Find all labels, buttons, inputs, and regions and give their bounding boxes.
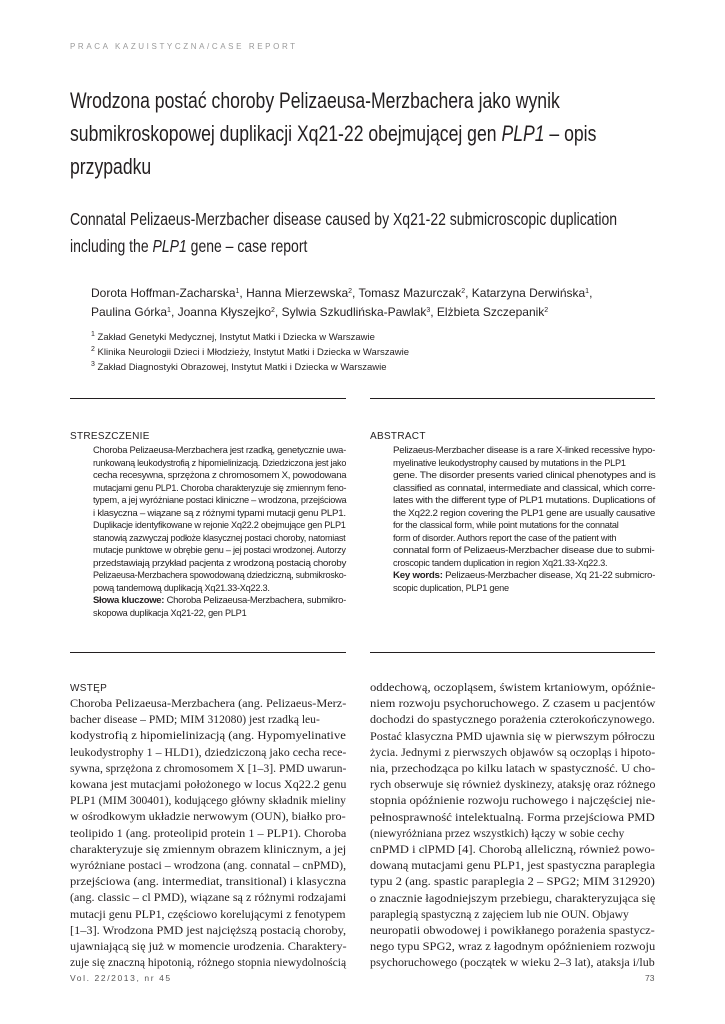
text-line: leukodystrophy 1 – HLD1), dziedziczoną jako cecha rece- [70,745,347,759]
text-line: Choroba Pelizaeusa-Merzbachera (ang. Pelizaeus-Merz- [70,697,347,710]
divider [370,652,655,653]
title-polish [70,84,670,183]
body-column-right [370,680,655,972]
title-pl-line: Wrodzona postać choroby Pelizaeusa-Merzbachera jako wynik [70,88,560,113]
text-line: Choroba Pelizaeusa-Merzbachera jest rzadką, genetycznie uwa- [93,445,346,455]
text-line: mutacji genu PLP1, częściowo korelującymi z fenotypem [70,907,346,921]
author: Paulina Górka$^1$, [91,305,178,319]
text-line: bacher disease – PMD; MIM 312080) jest rzadką leu- [70,713,320,727]
abstract-text [393,444,655,594]
text-line: (ang. classic – cl PMD), wiązane są z różnymi rodzajami [70,891,347,905]
text-line: nego typu SPG2, wraz z łagodnym opóźnieniem rozwoju [370,940,656,954]
text-line: Duplikacje identyfikowane w rejonie Xq22.2 obejmujące gen PLP1 [93,520,346,530]
divider [70,398,346,399]
text-line: oddechową, oczopląsem, świstem krtaniowym, opóźnie- [370,681,656,694]
journal-section-kicker: PRACA KAZUISTYCZNA/CASE REPORT [70,42,298,51]
text-line: typem, a jej wyróżniane postaci kliniczne – wrodzona, przejściowa [93,495,347,505]
text-line: runkowaną leukodystrofią z hipomielinizacją. Dziedziczona jest jako [93,457,347,468]
text-line: teolipido 1 (ang. proteolipid protein 1 – PLP1). Choroba [70,826,347,840]
text-line: Postać klasyczna PMD ujawnia się w pierwszym półroczu [370,729,655,743]
text-line: croscopic tandem duplication in region Xq21.33-Xq22.3. [393,557,608,568]
text-line: przedstawiają przykład pacjenta z wrodzoną postacią choroby [93,557,347,568]
wstep-heading: WSTĘP [70,683,108,694]
text-line: o znacznie łagodniejszym przebiegu, charakteryzująca się [370,891,656,905]
text-line: [1–3]. Wrodzona PMD jest najcięższą postacią choroby, [70,923,347,937]
text-line: nia, przechodząca po kilku latach w spastyczność. U cho- [370,762,656,776]
text-line: kowana jest mutacjami położonego w locus Xq22.2 genu [70,778,347,792]
text-line: psychoruchowego (początek w wieku 2–3 lat), ataksja i/lub [370,956,655,970]
title-pl-line: przypadku [70,154,152,179]
text-line: sywna, sprzężona z chromosomem X [1–3]. PMD uwarun- [70,761,347,775]
text-line: dochodzi do spastycznego porażenia czterokończynowego. [370,713,655,727]
text-line: myelinative leukodystrophy caused by mutations in the PLP1 [393,457,626,468]
text-line: classified as connatal, intermediate and classical, which corre- [393,482,656,493]
text-line: typu 2 (ang. spastic paraplegia 2 – SPG2; MIM 312920) [370,875,655,889]
author: Hanna Mierzewska$^2$, [246,286,359,300]
author-line [91,303,651,322]
text-line: neuropatii obwodowej i powikłanego porażenia spastycz- [370,924,655,938]
keywords-label: Słowa kluczowe: [93,595,165,605]
text-line: (niewyróżniana przez wszystkich) łączy w sobie cechy [370,826,625,840]
text-line: rych obserwuje się również dyskinezy, ataksję oraz różnego [370,778,656,792]
page-number: 73 [645,973,655,983]
title-en-line: including the PLP1 gene – case report [70,236,308,256]
keywords-label: Key words: [393,570,443,580]
author: Elżbieta Szczepanik$^2$ [436,305,549,319]
author: Tomasz Mazurczak$^2$, [358,286,472,300]
body-column-left [70,696,346,971]
affiliation: $^1$ Zakład Genetyki Medycznej, Instytut Matki i Dziecka w Warszawie [91,331,375,343]
keywords-line: scopic duplication, PLP1 gene [393,582,509,593]
text-line: paraplegią spastyczną z zajęciem lub nie OUN. Objawy [370,907,629,921]
text-line: lates with the different type of PLP1 mutations. Duplications of [393,495,656,505]
text-line: dowaną mutacjami genu PLP1, jest spastyczna paraplegia [370,859,656,873]
text-line: PLP1 (MIM 300401), kodującego główny składnik mieliny [70,794,346,808]
streszczenie-heading: STRESZCZENIE [70,431,150,442]
text-line: mutacje punktowe w obrębie genu – jej postaci wrodzonej. Autorzy [93,545,346,555]
keywords-line: skopowa duplikacja Xq21-22, gen PLP1 [93,607,247,618]
text-line: Pelizaeusa-Merzbachera spowodowaną dziedziczną, submikrosko- [93,570,347,580]
text-line: form of disorder. Authors report the case of the patient with [393,532,617,543]
author: Katarzyna Derwińska$^1$, [471,286,593,300]
title-pl-line: submikroskopowej duplikacji Xq21-22 obejmującej gen PLP1 – opis [70,121,597,146]
text-line: gene. The disorder presents varied clinical phenotypes and is [393,470,656,480]
text-line: przejściowa (ang. intermediat, transitional) i klasyczna [70,875,347,889]
text-line: kodystrofią z hipomielinizacją (ang. Hypomyelinative [70,729,346,743]
text-line: cecha recesywna, sprzężona z chromosomem X, powodowana [93,470,347,480]
divider [370,398,655,399]
affiliation: $^2$ Klinika Neurologii Dzieci i Młodzieży, Instytut Matki i Dziecka w Warszawie [91,346,410,358]
text-line: w ośrodkowym układzie nerwowym (OUN), białko pro- [70,810,346,824]
author-list [91,284,651,322]
gene-name: PLP1 [152,236,187,256]
keywords-line: Słowa kluczowe: Choroba Pelizaeusa-Merzbachera, submikro- [93,595,347,605]
affiliation-list [91,330,651,375]
text-line: pełnosprawność intelektualną. Forma przejściowa PMD [370,810,655,824]
text-line: stopnia opóźnienie rozwoju ruchowego i najczęściej nie- [370,794,656,808]
text-line: życia. Jednymi z pierwszych objawów są oczopląs i hipoto- [370,745,656,759]
text-line: cnPMD i clPMD [4]. Chorobą alleliczną, również powo- [370,843,655,857]
author: Sylwia Szkudlińska-Pawlak$^3$, [281,305,437,319]
text-line: the Xq22.2 region covering the PLP1 gene are usually causative [393,507,656,518]
affiliation: $^3$ Zakład Diagnostyki Obrazowej, Instytut Matki i Dziecka w Warszawie [91,361,387,373]
text-line: i klasyczna – wiązane są z różnymi typami mutacji genu PLP1. [93,507,346,518]
divider [70,652,346,653]
text-line: zuje się znaczną hipotonią, różnego stopnia niewydolnością [70,956,347,970]
text-line: mutacjami genu PLP1. Choroba charakteryzuje się zmiennym feno- [93,482,347,493]
title-english [70,206,670,260]
keywords-line: Key words: Pelizaeus-Merzbacher disease, Xq 21-22 submicro- [393,570,656,580]
title-en-line: Connatal Pelizaeus-Merzbacher disease caused by Xq21-22 submicroscopic duplication [70,209,618,229]
streszczenie-text [93,444,346,619]
author-line [91,284,651,303]
text-line: wyróżniane postaci – wrodzona (ang. connatal – cnPMD), [70,859,347,873]
text-line: connatal form of Pelizaeus-Merzbacher disease due to submi- [393,545,655,555]
text-line: Pelizaeus-Merzbacher disease is a rare X-linked recessive hypo- [393,445,656,455]
abstract-heading: ABSTRACT [370,431,426,442]
journal-volume: Vol. 22/2013, nr 45 [70,973,172,983]
author: Dorota Hoffman-Zacharska$^1$, [91,286,247,300]
text-line: pową tandemową duplikacją Xq21.33-Xq22.3. [93,582,270,593]
author: Joanna Kłyszejko$^2$, [177,305,282,319]
text-line: charakteryzuje się zmiennym obrazem klinicznym, a jej [70,842,347,856]
gene-name: PLP1 [501,121,545,146]
text-line: stanowią zazwyczaj podłoże klasycznej postaci choroby, natomiast [93,532,346,543]
text-line: for the classical form, while point mutations for the connatal [393,520,619,530]
text-line: niem rozwoju psychoruchowego. Z czasem u pacjentów [370,697,656,711]
text-line: ujawniającą się już w momencie urodzenia. Charaktery- [70,940,347,954]
